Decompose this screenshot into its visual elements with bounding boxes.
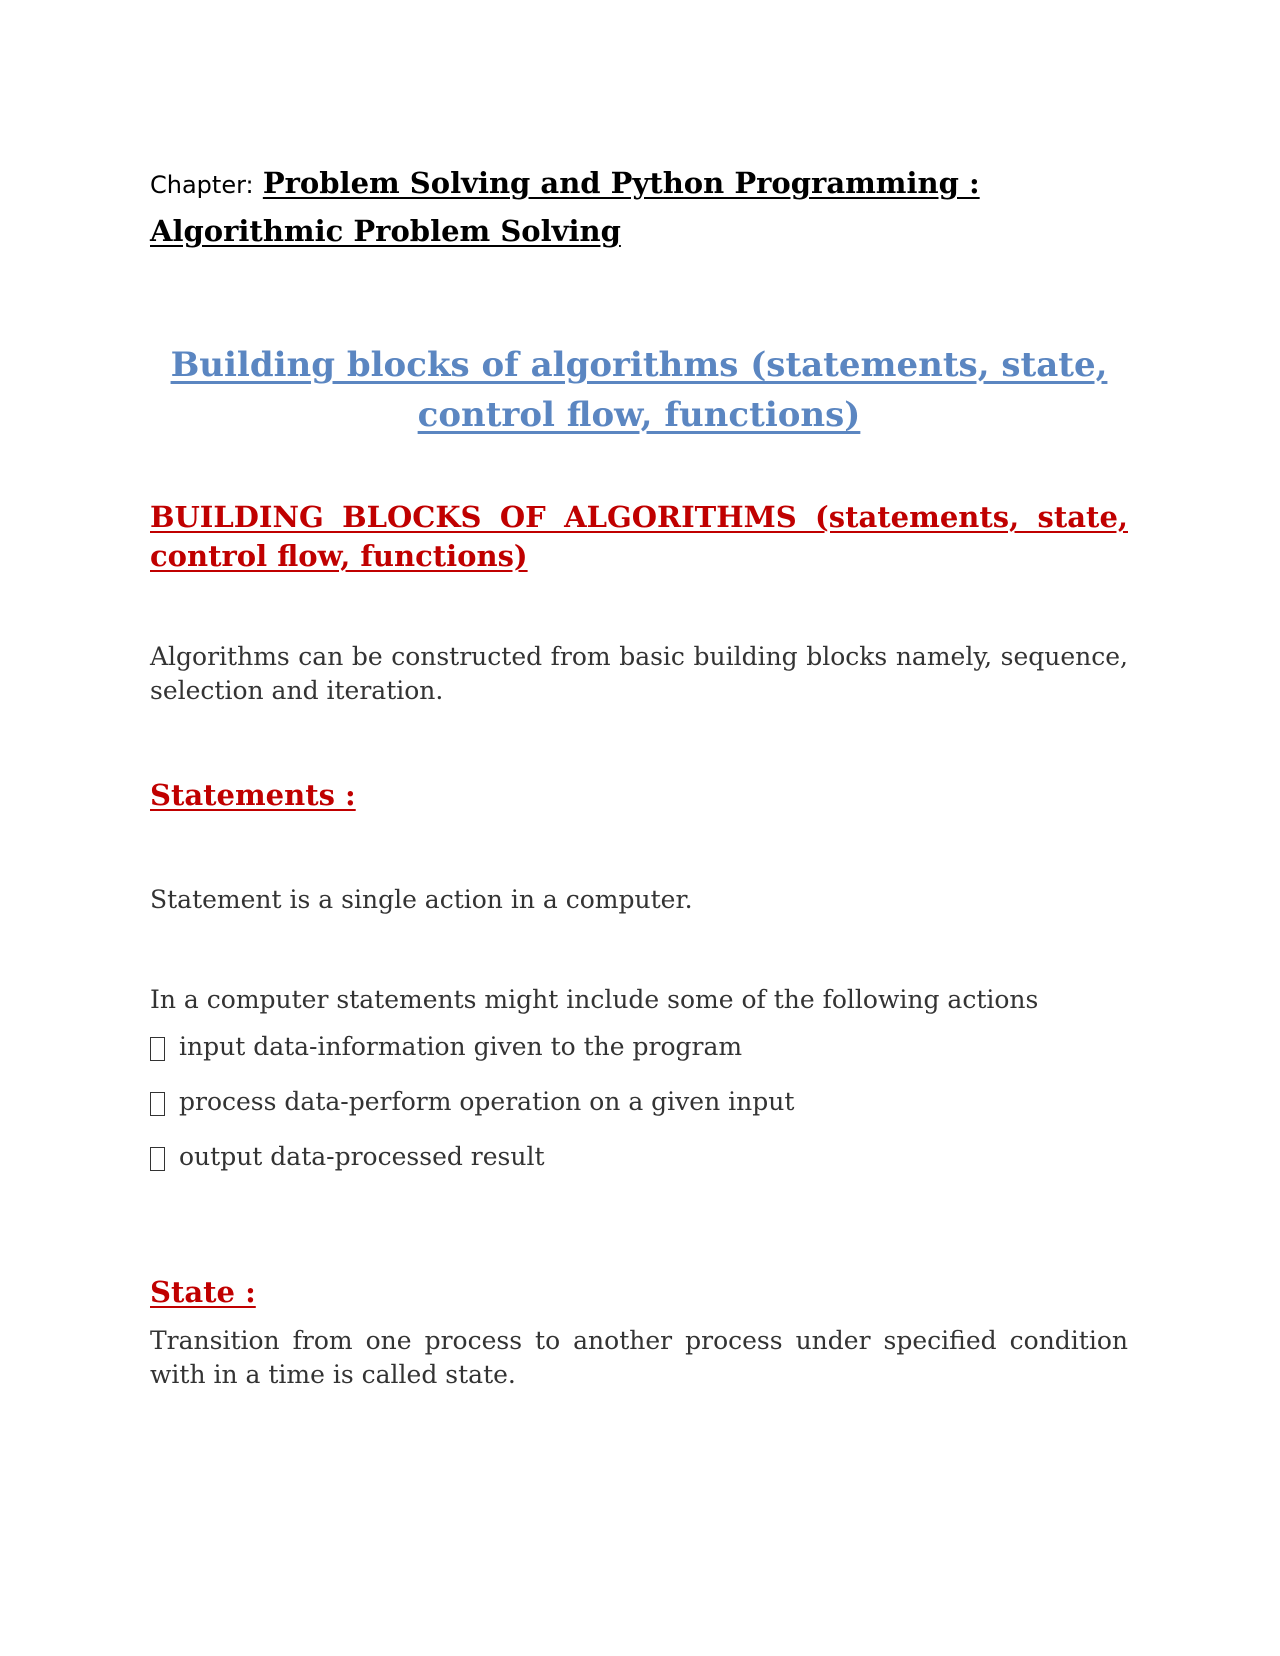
missing-glyph-box-icon — [150, 1147, 165, 1171]
section-heading: BUILDING BLOCKS OF ALGORITHMS (statements, state, control flow, functions) — [150, 500, 1128, 573]
page-title[interactable]: Building blocks of algorithms (statements, state, control flow, functions) — [170, 345, 1108, 435]
statements-heading: Statements : — [150, 778, 356, 812]
list-item-text: input data-information given to the program — [179, 1032, 743, 1061]
list-item — [150, 1140, 1128, 1195]
intro-paragraph: Algorithms can be constructed from basic building blocks namely, sequence, selection and iteration. — [150, 642, 1128, 705]
state-definition: Transition from one process to another process under specified condition with in a time is called state. — [150, 1326, 1128, 1389]
statement-definition: Statement is a single action in a computer. — [150, 885, 693, 914]
state-heading: State : — [150, 1275, 256, 1309]
chapter-line — [150, 160, 1128, 254]
chapter-title-link[interactable]: Problem Solving and Python Programming : Algorithmic Problem Solving — [150, 166, 980, 248]
list-item — [150, 1030, 1128, 1085]
missing-glyph-box-icon — [150, 1092, 165, 1116]
actions-list — [150, 1030, 1128, 1195]
list-item — [150, 1085, 1128, 1140]
chapter-label: Chapter: — [150, 171, 254, 199]
missing-glyph-box-icon — [150, 1037, 165, 1061]
list-item-text: output data-processed result — [179, 1142, 545, 1171]
list-item-text: process data-perform operation on a given input — [179, 1087, 795, 1116]
statement-actions-intro: In a computer statements might include some of the following actions — [150, 985, 1039, 1014]
